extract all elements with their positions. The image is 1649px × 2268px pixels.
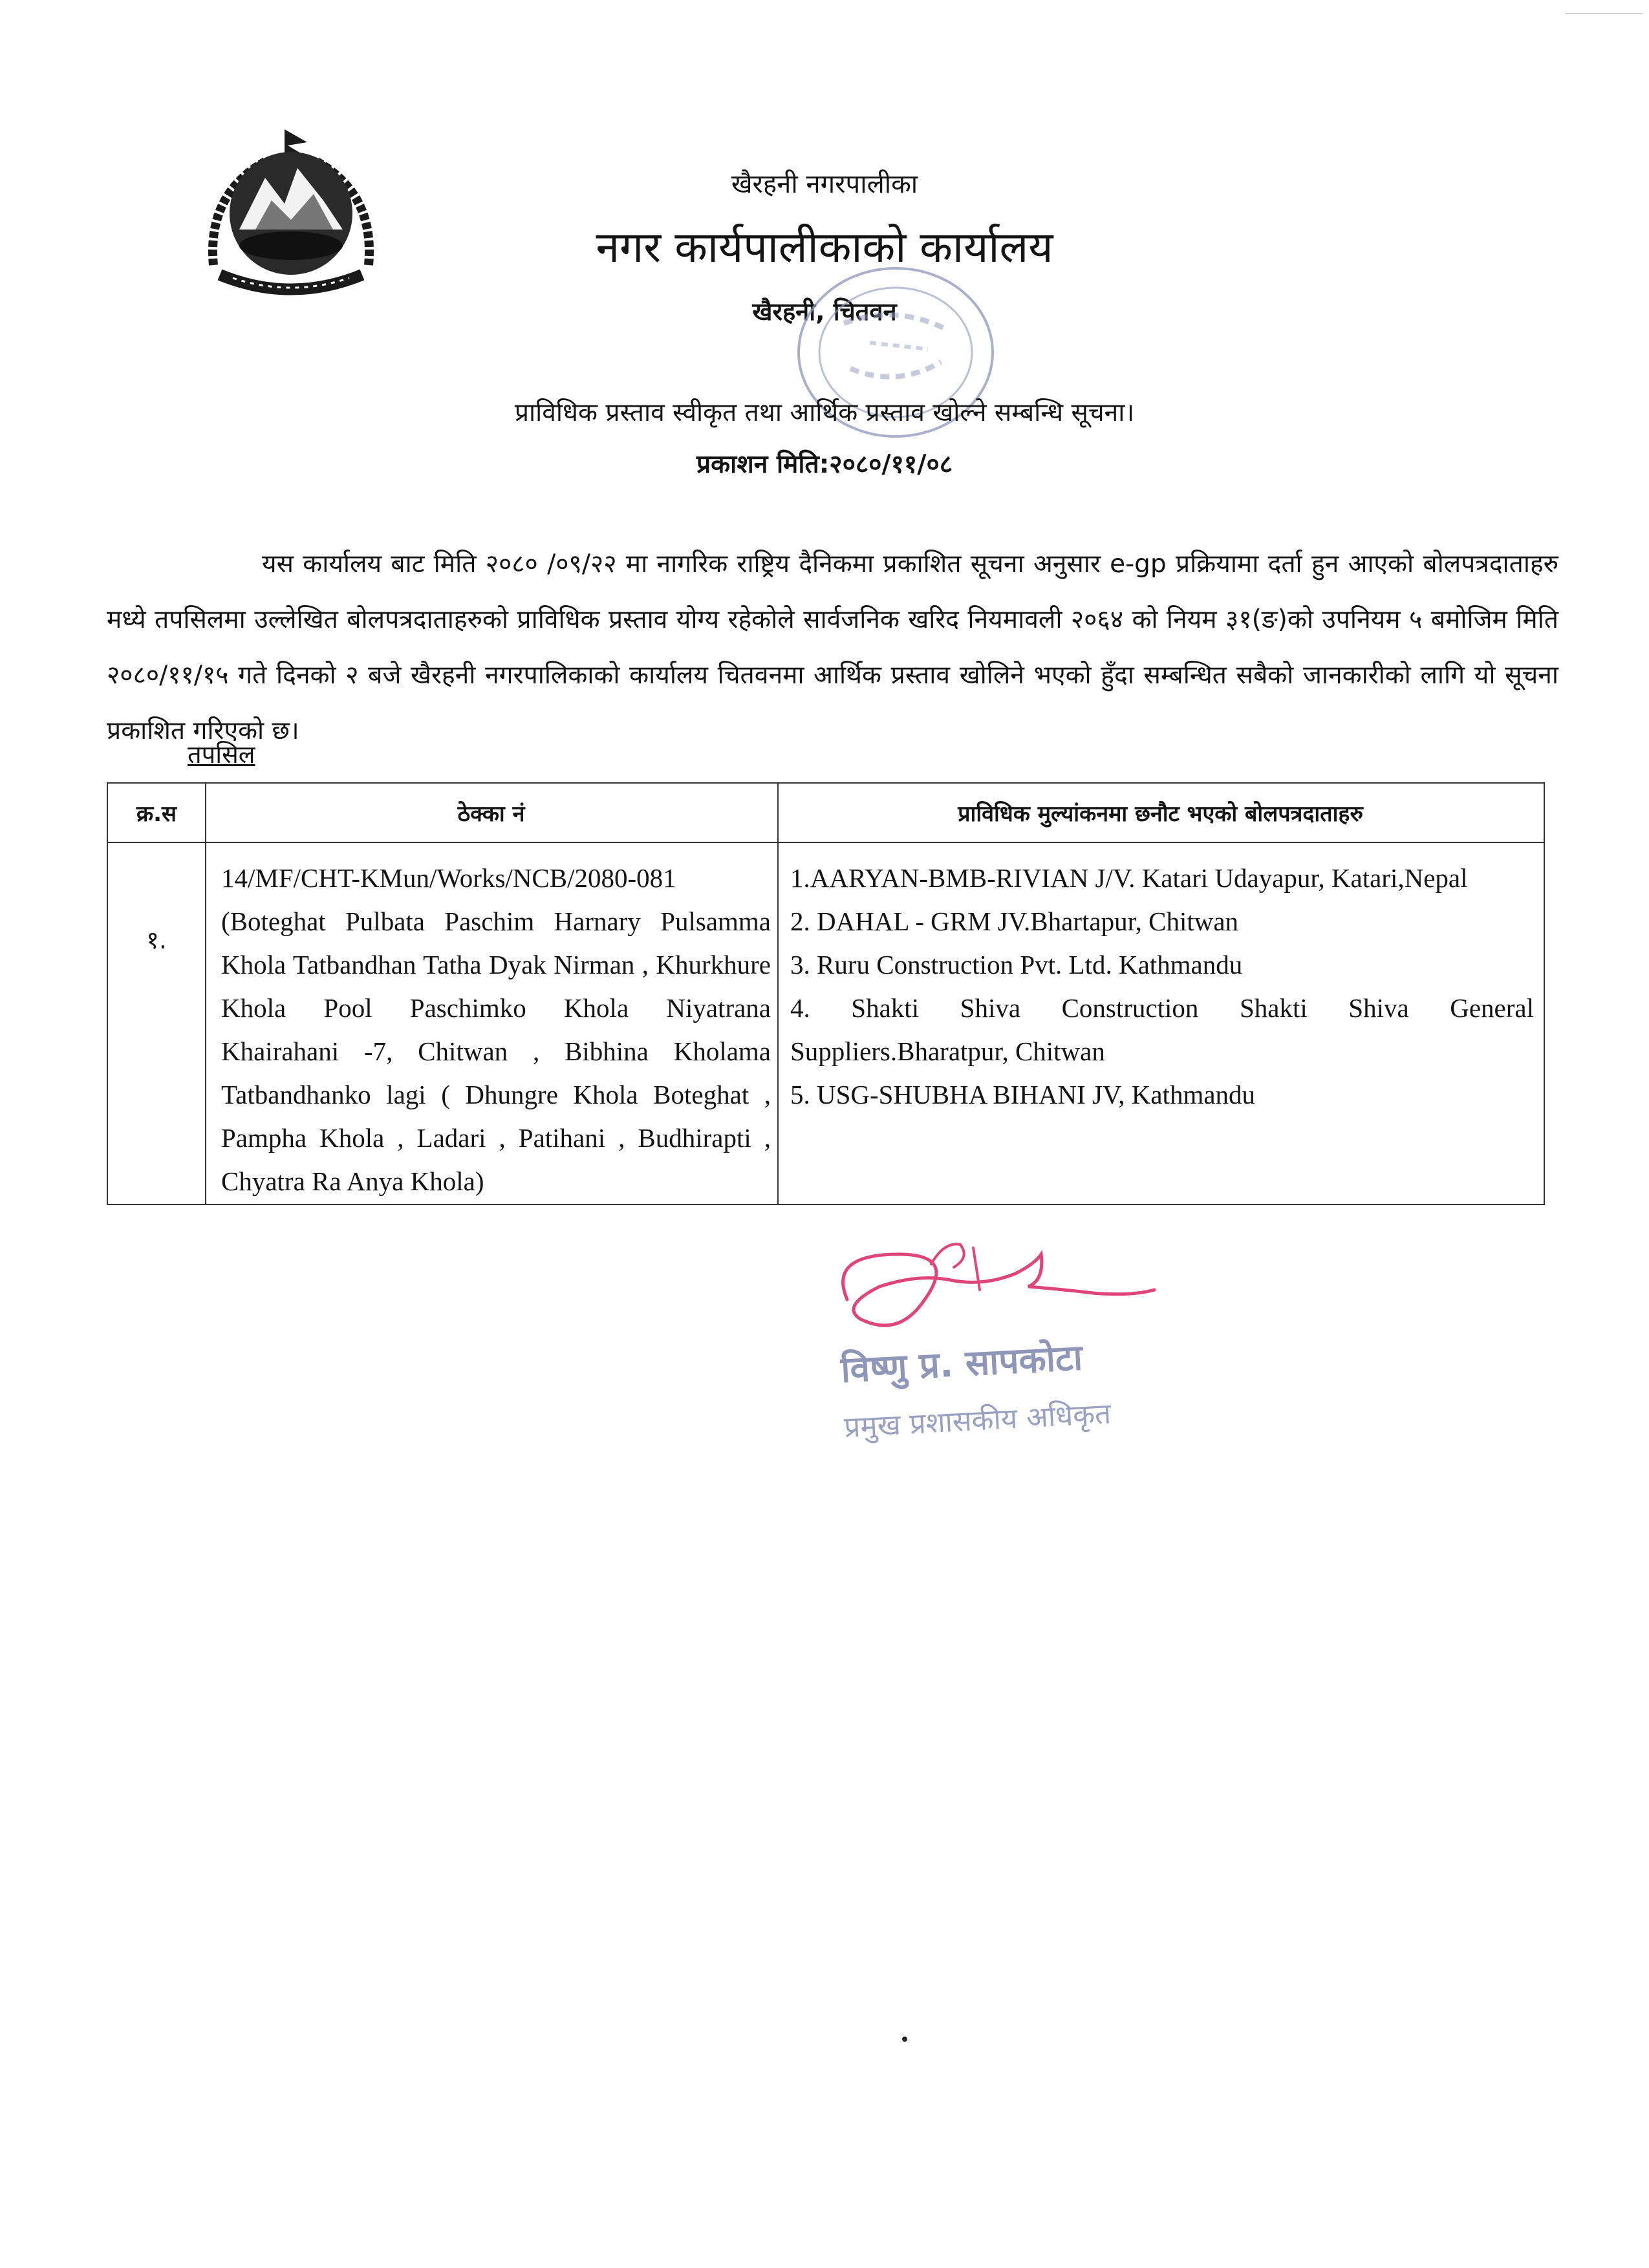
notice-body: यस कार्यालय बाट मिति २०८० /०९/२२ मा नागरिक राष्ट्रिय दैनिकमा प्रकाशित सूचना अनुसार e-gp प्रक्रियामा दर्ता हुन आएको बोलपत्रदाताहरु मध्ये तपसिलमा उल्लेखित बोलपत्रदाताहरुको प्राविधिक प्रस्ताव योग्य रहेकोले सार्वजनिक खरिद नियमावली २०६४ को नियम ३१(ङ)को उपनियम ५ बमोजिम मिति २०८०/११/१५ गते दिनको २ बजे खैरहनी नगरपालिकाको कार्यालय चितवनमा आर्थिक प्रस्ताव खोलिने भएको हुँदा सम्बन्धित सबैको जानकारीको लागि यो सूचना प्रकाशित गरिएको छ। xyxy=(107,550,1558,745)
header-bidders: प्राविधिक मुल्यांकनमा छनौट भएको बोलपत्रदाताहरु xyxy=(958,801,1363,827)
notice-title: प्राविधिक प्रस्ताव स्वीकृत तथा आर्थिक प्रस्ताव खोल्ने सम्बन्धि सूचना। xyxy=(514,398,1135,427)
bidder-item: 2. DAHAL - GRM JV.Bhartapur, Chitwan xyxy=(790,906,1239,936)
signatory-name: विष्णु प्र. सापकोटा xyxy=(839,1336,1084,1391)
bidder-item: 3. Ruru Construction Pvt. Ltd. Kathmandu xyxy=(790,950,1243,979)
office-subtitle: खैरहनी नगरपालीका xyxy=(731,169,918,199)
schedule-label: तपसिल xyxy=(188,740,255,769)
table-divider xyxy=(108,842,1544,843)
office-title: नगर कार्यपालीकाको कार्यालय xyxy=(596,222,1053,272)
row-serial: १. xyxy=(146,926,167,954)
table-divider xyxy=(777,784,779,1204)
nepal-emblem-icon xyxy=(194,116,388,304)
bidder-item: 1.AARYAN-BMB-RIVIAN J/V. Katari Udayapur, Katari,Nepal xyxy=(790,863,1468,893)
header-contract-no: ठेक्का नं xyxy=(457,801,525,827)
bidder-item: 5. USG-SHUBHA BIHANI JV, Kathmandu xyxy=(790,1080,1256,1109)
bidders-cell xyxy=(790,857,1534,1117)
contract-cell: 14/MF/CHT-KMun/Works/NCB/2080-081 (Boteghat Pulbata Paschim Harnary Pulsamma Khola Tatbandhan Tatha Dyak Nirman , Khurkhure Khola Pool Paschimko Khola Niyatrana Khairahani -7, Chitwan , Bibhina Kholama Tatbandhanko lagi ( Dhungre Khola Boteghat , Pampha Khola , Ladari , Patihani , Budhirapti , Chyatra Ra Anya Khola) xyxy=(221,863,771,1196)
scan-edge-line xyxy=(1565,13,1643,14)
bidders-table xyxy=(107,782,1545,1205)
table-divider xyxy=(205,784,206,1204)
bidder-item: 4. Shakti Shiva Construction Shakti Shiva General Suppliers.Bharatpur, Chitwan xyxy=(790,993,1534,1066)
signatory-title: प्रमुख प्रशासकीय अधिकृत xyxy=(843,1397,1112,1444)
scan-speck xyxy=(902,2037,907,2042)
office-location: खैरहनी, चितवन xyxy=(752,297,897,326)
publication-date: प्रकाशन मिति:२०८०/११/०८ xyxy=(696,450,953,479)
header-serial: क्र.स xyxy=(136,801,177,827)
